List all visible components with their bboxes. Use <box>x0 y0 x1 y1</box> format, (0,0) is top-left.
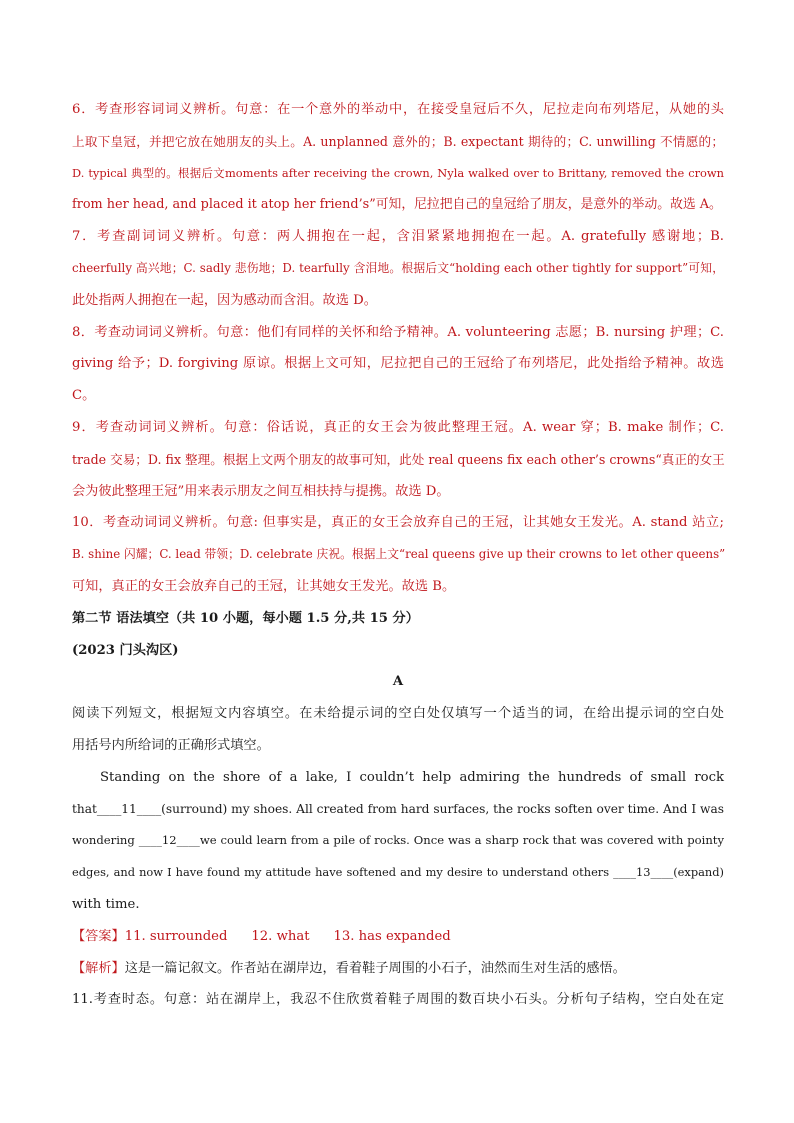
explanation-q10 <box>72 507 724 602</box>
text-line: from her head, and placed it atop her friend’s”可知，尼拉把自己的皇冠给了朋友，是意外的举动。故选 A。 <box>72 197 722 213</box>
text-line: 7．考查副词词义辨析。句意：两人拥抱在一起，含泪紧紧地拥抱在一起。A. gratefully 感谢地；B. <box>72 229 724 245</box>
text-line: 用括号内所给词的正确形式填空。 <box>72 737 270 753</box>
passage-line: Standing on the shore of a lake, I couldn’t help admiring the hundreds of small rock <box>100 769 724 785</box>
passage-line: wondering ____12____we could learn from a pile of rocks. Once was a sharp rock that was covered with pointy <box>72 833 724 848</box>
text-line: 阅读下列短文，根据短文内容填空。在未给提示词的空白处仅填写一个适当的词，在给出提示词的空白处 <box>72 706 724 722</box>
explanation-q7 <box>72 221 724 316</box>
analysis-11: 11.考查时态。句意：站在湖岸上，我忍不住欣赏着鞋子周围的数百块小石头。分析句子结构，空白处在定 <box>72 992 724 1008</box>
answer-line <box>72 921 724 953</box>
analysis-text: 这是一篇记叙文。作者站在湖岸边，看着鞋子周围的小石子，油然而生对生活的感悟。 <box>124 960 626 976</box>
passage-line: edges, and now I have found my attitude have softened and my desire to understand others ____13____(expand) <box>72 865 724 880</box>
text-line: 此处指两人拥抱在一起，因为感动而含泪。故选 D。 <box>72 292 377 308</box>
text-line: cheerfully 高兴地；C. sadly 悲伤地；D. tearfully 含泪地。根据后文“holding each other tightly for support”可知， <box>72 260 724 275</box>
explanation-q9 <box>72 412 724 507</box>
explanation-q6 <box>72 94 724 221</box>
text-line: trade 交易；D. fix 整理。根据上文两个朋友的故事可知，此处 real queens fix each other’s crowns“真正的女王 <box>72 451 725 467</box>
text-line: 可知，真正的女王会放弃自己的王冠，让其她女王发光。故选 B。 <box>72 578 456 594</box>
text-line: B. shine 闪耀；C. lead 带领；D. celebrate 庆祝。根据上文“real queens give up their crowns to let other queens” <box>72 547 726 562</box>
answer-item: 13. has expanded <box>333 928 451 944</box>
analysis-tag: 【解析】 <box>72 960 125 976</box>
text-line: D. typical 典型的。根据后文moments after receiving the crown, Nyla walked over to Brittany, removed the crown <box>72 165 724 180</box>
passage <box>72 762 724 921</box>
text-line: giving 给予；D. forgiving 原谅。根据上文可知，尼拉把自己的王冠给了布列塔尼，此处指给予精神。故选 <box>72 356 724 372</box>
section-title: 第二节 语法填空（共 10 小题，每小题 1.5 分,共 15 分） <box>72 610 419 626</box>
text-line: 9．考查动词词义辨析。句意：俗话说，真正的女王会为彼此整理王冠。A. wear 穿；B. make 制作；C. <box>72 419 724 435</box>
section-source: (2023 门头沟区) <box>72 642 179 658</box>
text-line: 10．考查动词词义辨析。句意: 但事实是，真正的女王会放弃自己的王冠，让其她女王发光。A. stand 站立; <box>72 515 724 531</box>
passage-line: that____11____(surround) my shoes. All created from hard surfaces, the rocks soften over time. And I was <box>72 801 724 816</box>
answer-item: 11. surrounded <box>124 928 228 944</box>
passage-line: with time. <box>72 896 140 912</box>
text-line: 会为彼此整理王冠”用来表示朋友之间互相扶持与提携。故选 D。 <box>72 483 450 499</box>
passage-letter: A <box>392 674 404 690</box>
instructions <box>72 698 724 762</box>
document-page <box>72 94 724 1016</box>
text-line: 8．考查动词词义辨析。句意：他们有同样的关怀和给予精神。A. volunteering 志愿；B. nursing 护理；C. <box>72 324 724 340</box>
text-line: 上取下皇冠，并把它放在她朋友的头上。A. unplanned 意外的；B. expectant 期待的；C. unwilling 不情愿的； <box>72 133 724 149</box>
text-line: C。 <box>72 388 96 404</box>
explanation-q8 <box>72 317 724 412</box>
answer-item: 12. what <box>251 928 310 944</box>
text-line: 6．考查形容词词义辨析。句意：在一个意外的举动中，在接受皇冠后不久，尼拉走向布列塔尼，从她的头 <box>72 102 724 117</box>
analysis-line <box>72 953 724 985</box>
answer-tag: 【答案】 <box>72 928 125 944</box>
